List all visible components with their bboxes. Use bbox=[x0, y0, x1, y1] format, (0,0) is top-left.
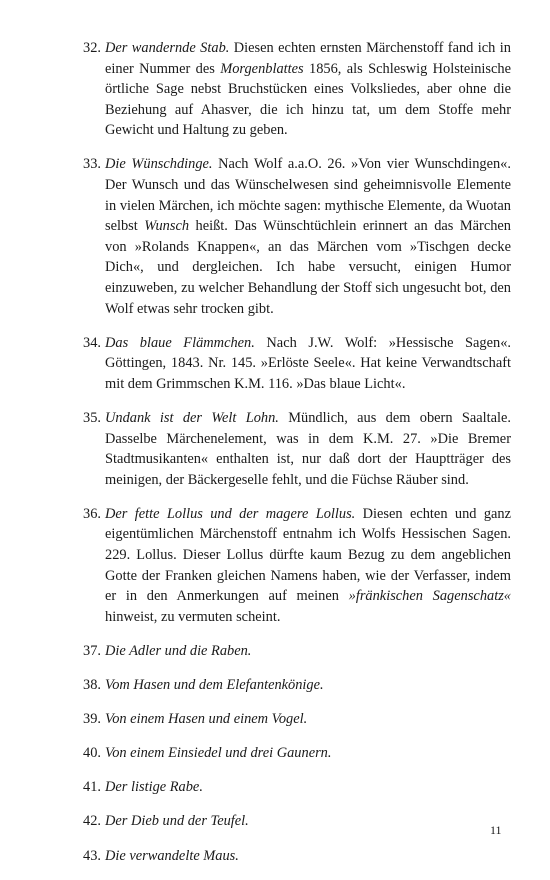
entry-text: Mündlich, aus dem obern Saaltale. Dasselbe Märchenelement, was in dem K.M. 27. »Die Bremer Stadtmusikanten« enthalten ist, nur daß dort der Hauptträger des meinigen, der Bäckergeselle fehlt, und die Füchse Räuber sind. bbox=[105, 410, 511, 488]
entry-title: Das blaue Flämmchen. bbox=[105, 334, 255, 351]
entry-number: 40. bbox=[83, 745, 101, 762]
entry-text: Nach J.W. Wolf: »Hessische Sagen«. Göttingen, 1843. Nr. 145. »Erlöste Seele«. Hat keine Verwandtschaft mit dem Grimmschen K.M. 116. »Das blaue Licht«. bbox=[105, 334, 511, 392]
note-entry-41 bbox=[83, 777, 511, 798]
entry-title: Die Adler und die Raben. bbox=[105, 642, 252, 659]
entry-title: Der fette Lollus und der magere Lollus. bbox=[105, 505, 356, 522]
entry-text: Diesen echten und ganz eigentümlichen Märchenstoff entnahm ich Wolfs Hessischen Sagen. 229. Lollus. Dieser Lollus dürfte kaum Bezug zu dem angeblichen Gotte der Franken gleichen Namens haben, wie der Verfasser, indem er in den Anmerkungen auf meinen bbox=[105, 505, 511, 605]
entry-number: 37. bbox=[83, 642, 101, 659]
note-entry-39 bbox=[83, 709, 511, 730]
entry-number: 36. bbox=[83, 505, 101, 522]
entry-text: heißt. Das Wünschtüchlein erinnert an das Märchen von »Rolands Knappen«, an das Märchen vom »Tischgen decke Dich«, und dergleichen. Ich habe versucht, einigen Humor einzuweben, zu welcher Behandlung der Stoff sich ungesucht bot, den Wolf etwas sehr trocken gibt. bbox=[105, 218, 511, 317]
note-entry-43 bbox=[83, 846, 511, 867]
entry-italic-text: »fränkischen Sagenschatz« bbox=[348, 588, 512, 605]
note-entry-37 bbox=[83, 641, 511, 662]
page-number: 11 bbox=[490, 823, 502, 837]
note-entry-32 bbox=[83, 38, 511, 141]
page-body bbox=[83, 38, 511, 880]
note-entry-38 bbox=[83, 675, 511, 696]
entry-number: 35. bbox=[83, 410, 101, 426]
entry-title: Undank ist der Welt Lohn. bbox=[105, 410, 279, 426]
entry-title: Von einem Einsiedel und drei Gaunern. bbox=[105, 745, 332, 762]
entry-number: 41. bbox=[83, 779, 101, 796]
entry-number: 43. bbox=[83, 847, 101, 864]
entry-italic-text: Morgenblattes bbox=[220, 60, 304, 77]
entry-text: Nach Wolf a.a.O. 26. »Von vier Wunschdingen«. Der Wunsch und das Wünschelwesen sind geheimnisvolle Elemente in vielen Märchen, ich möchte sagen: mythische Elemente, da Wuotan selbst bbox=[105, 156, 511, 235]
note-entry-34 bbox=[83, 333, 511, 395]
entry-title: Der wandernde Stab. bbox=[105, 40, 230, 56]
note-entry-36 bbox=[83, 504, 511, 628]
entry-title: Vom Hasen und dem Elefantenkönige. bbox=[105, 677, 324, 694]
note-entry-42 bbox=[83, 811, 511, 832]
entry-number: 34. bbox=[83, 334, 101, 351]
entry-title: Die Wünschdinge. bbox=[105, 156, 213, 173]
note-entry-35 bbox=[83, 408, 511, 490]
entry-number: 33. bbox=[83, 156, 101, 173]
entry-text: Diesen echten ernsten Märchenstoff fand ich in einer Nummer des bbox=[105, 40, 511, 77]
entry-title: Die verwandelte Maus. bbox=[105, 847, 239, 864]
entry-text: hinweist, zu vermuten scheint. bbox=[105, 608, 281, 625]
entry-italic-text: Wunsch bbox=[144, 218, 190, 235]
entry-title: Von einem Hasen und einem Vogel. bbox=[105, 711, 308, 728]
entry-title: Der listige Rabe. bbox=[105, 779, 203, 796]
entry-number: 39. bbox=[83, 711, 101, 728]
entry-number: 32. bbox=[83, 40, 101, 56]
entry-title: Der Dieb und der Teufel. bbox=[105, 813, 249, 830]
note-entry-40 bbox=[83, 743, 511, 764]
note-entry-33 bbox=[83, 154, 511, 319]
entry-number: 38. bbox=[83, 677, 101, 694]
entry-text: 1856, als Schleswig Holsteinische örtliche Sage nebst Bruchstücken eines Volksliedes, aber ohne die Beziehung auf Ahasver, die ich hinzu tat, um dem Stoffe mehr Gewicht und Haltung zu geben. bbox=[105, 60, 512, 139]
entry-number: 42. bbox=[83, 813, 101, 830]
